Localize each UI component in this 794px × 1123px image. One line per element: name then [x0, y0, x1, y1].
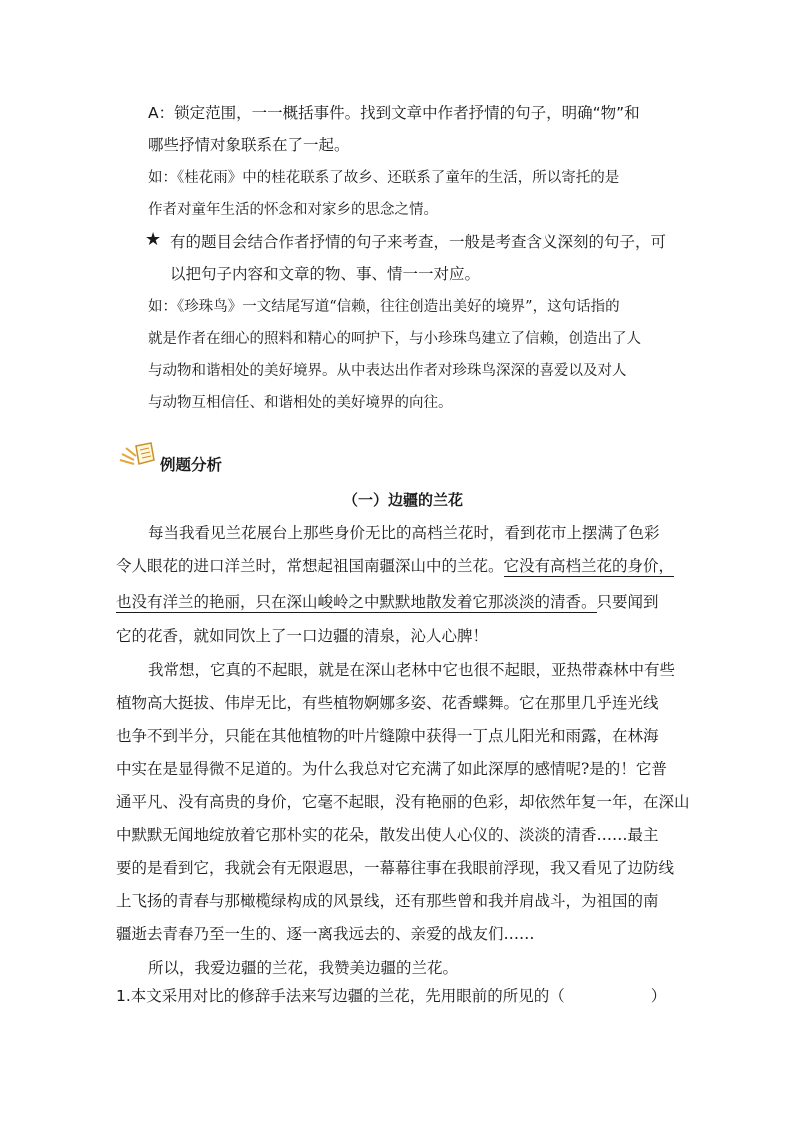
- passage-p1-line1: 每当我看见兰花展台上那些身价无比的高档兰花时，看到花市上摆满了色彩: [148, 524, 660, 542]
- question-1-text: 1.本文采用对比的修辞手法来写边疆的兰花，先用眼前的所见的（: [116, 987, 565, 1005]
- passage-p2-line9: 疆逝去青春乃至一生的、逐一离我远去的、亲爱的战友们……: [116, 925, 535, 943]
- passage-p2-line1: 我常想，它真的不起眼，就是在深山老林中它也很不起眼，亚热带森林中有些: [148, 661, 676, 679]
- star-tip-line1: 有的题目会结合作者抒情的句子来考查，一般是考查含义深刻的句子，可: [170, 233, 667, 251]
- star-tip-line2: 以把句子内容和文章的物、事、情一一对应。: [170, 265, 481, 283]
- example1-line2: 作者对童年生活的怀念和对家乡的思念之情。: [148, 202, 438, 218]
- passage-p1-line3-text: 只要闻到: [596, 593, 659, 611]
- example1-line1: 如：《桂花雨》中的桂花联系了故乡、还联系了童年的生活，所以寄托的是: [148, 170, 620, 186]
- question-1: [116, 984, 666, 1006]
- section-heading: 例题分析: [160, 456, 223, 474]
- example2-line1: 如：《珍珠鸟》一文结尾写道“信赖，往往创造出美好的境界”，这句话指的: [148, 299, 620, 315]
- example2-line3: 与动物和谐相处的美好境界。从中表达出作者对珍珠鸟深深的喜爱以及对人: [148, 363, 627, 379]
- passage-p1-line3: [116, 590, 659, 612]
- passage-p1-line4: 它的花香，就如同饮上了一口边疆的清泉，沁人心脾！: [116, 627, 489, 645]
- tip-a-line1: A：锁定范围，一一概括事件。找到文章中作者抒情的句子，明确“物”和: [148, 104, 640, 122]
- passage-p2-line4: 中实在是显得微不足道的。为什么我总对它充满了如此深厚的感情呢?是的！它普: [116, 760, 667, 778]
- underlined-sentence-part2: 也没有洋兰的艳丽，只在深山峻岭之中默默地散发着它那淡淡的清香。: [116, 593, 597, 611]
- passage-p2-line8: 上飞扬的青春与那橄榄绿构成的风景线，还有那些曾和我并肩战斗，为祖国的南: [116, 892, 659, 910]
- underlined-sentence-part1: 它没有高档兰花的身价，: [503, 557, 675, 575]
- passage-p1-line2-text: 令人眼花的进口洋兰时，常想起祖国南疆深山中的兰花。: [116, 557, 504, 575]
- example2-line4: 与动物互相信任、和谐相处的美好境界的向往。: [148, 395, 453, 411]
- example2-line2: 就是作者在细心的照料和精心的呵护下，与小珍珠鸟建立了信赖，创造出了人: [148, 331, 641, 347]
- passage-p2-line5: 通平凡、没有高贵的身价，它毫不起眼，没有艳丽的色彩，却依然年复一年，在深山: [116, 793, 690, 811]
- passage-p2-line7: 要的是看到它，我就会有无限遐思，一幕幕往事在我眼前浮现，我又看见了边防线: [116, 859, 675, 877]
- passage-p2-line3: 也争不到半分，只能在其他植物的叶片缝隙中获得一丁点儿阳光和雨露，在林海: [116, 727, 659, 745]
- passage-p3-line1: 所以，我爱边疆的兰花，我赞美边疆的兰花。: [148, 959, 459, 977]
- notebook-icon: [118, 440, 158, 470]
- passage-title: （一）边疆的兰花: [343, 491, 464, 509]
- passage-p2-line6: 中默默无闻地绽放着它那朴实的花朵，散发出使人心仪的、淡淡的清香……最主: [116, 826, 659, 844]
- question-1-close: ）: [650, 987, 667, 1005]
- passage-p1-line2: [116, 554, 674, 576]
- tip-a-line2: 哪些抒情对象联系在了一起。: [148, 136, 350, 154]
- star-icon: ★: [145, 229, 162, 250]
- passage-p2-line2: 植物高大挺拔、伟岸无比，有些植物婀娜多姿、花香蝶舞。它在那里几乎连光线: [116, 694, 659, 712]
